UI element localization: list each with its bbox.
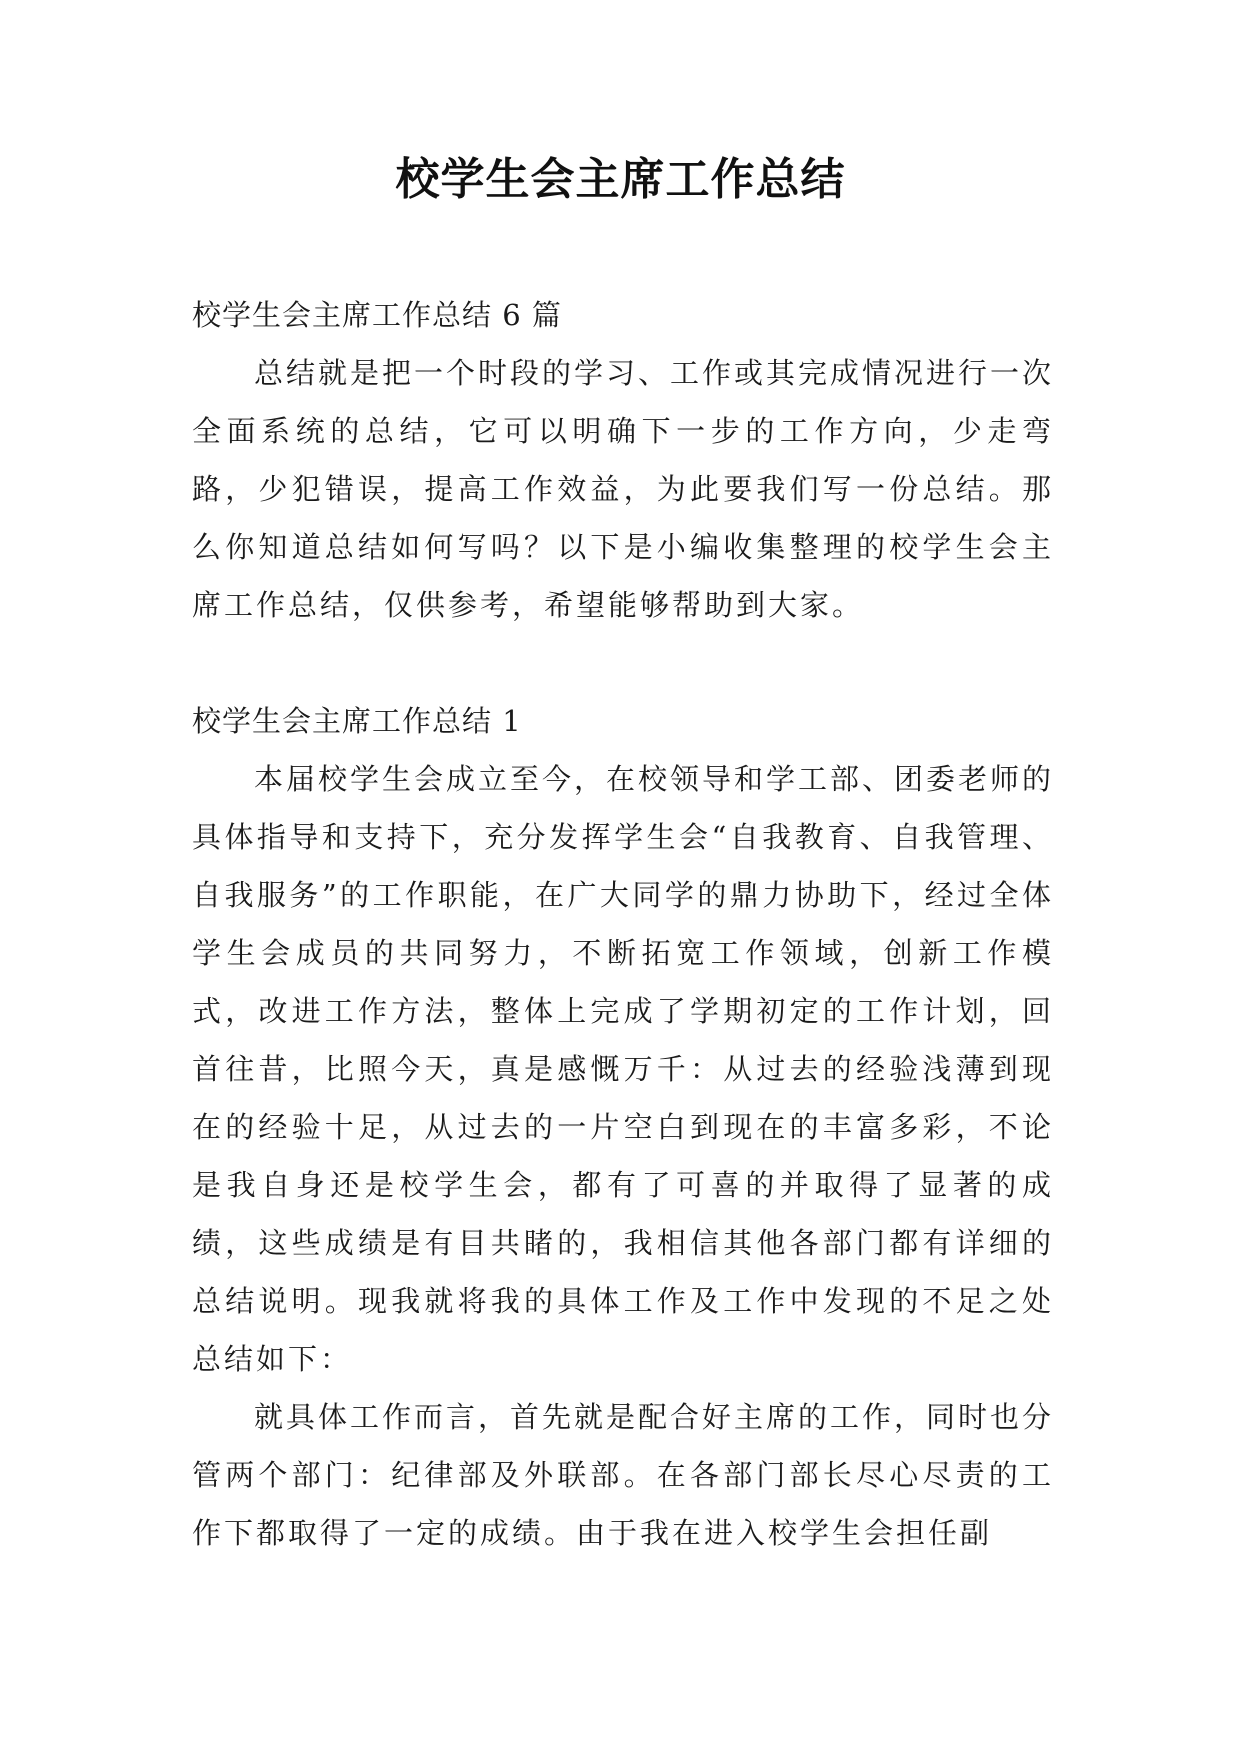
document-body <box>192 286 1054 1562</box>
section-1-paragraph-2: 就具体工作而言，首先就是配合好主席的工作，同时也分管两个部门：纪律部及外联部。在各部门部长尽心尽责的工作下都取得了一定的成绩。由于我在进入校学生会担任副 <box>192 1400 1055 1550</box>
section-spacer <box>192 634 1054 692</box>
section-1-subheading: 校学生会主席工作总结 1 <box>192 704 522 738</box>
intro-subheading: 校学生会主席工作总结 6 篇 <box>192 298 562 332</box>
document-title: 校学生会主席工作总结 <box>395 154 846 205</box>
section-1-paragraph-1: 本届校学生会成立至今，在校领导和学工部、团委老师的具体指导和支持下，充分发挥学生会“自我教育、自我管理、自我服务”的工作职能，在广大同学的鼎力协助下，经过全体学生会成员的共同努力，不断拓宽工作领域，创新工作模式，改进工作方法，整体上完成了学期初定的工作计划，回首往昔，比照今天，真是感慨万千：从过去的经验浅薄到现在的经验十足，从过去的一片空白到现在的丰富多彩，不论是我自身还是校学生会，都有了可喜的并取得了显著的成绩，这些成绩是有目共睹的，我相信其他各部门都有详细的总结说明。现我就将我的具体工作及工作中发现的不足之处总结如下： <box>192 762 1055 1376</box>
intro-paragraph: 总结就是把一个时段的学习、工作或其完成情况进行一次全面系统的总结，它可以明确下一步的工作方向，少走弯路，少犯错误，提高工作效益，为此要我们写一份总结。那么你知道总结如何写吗？以下是小编收集整理的校学生会主席工作总结，仅供参考，希望能够帮助到大家。 <box>192 356 1055 622</box>
